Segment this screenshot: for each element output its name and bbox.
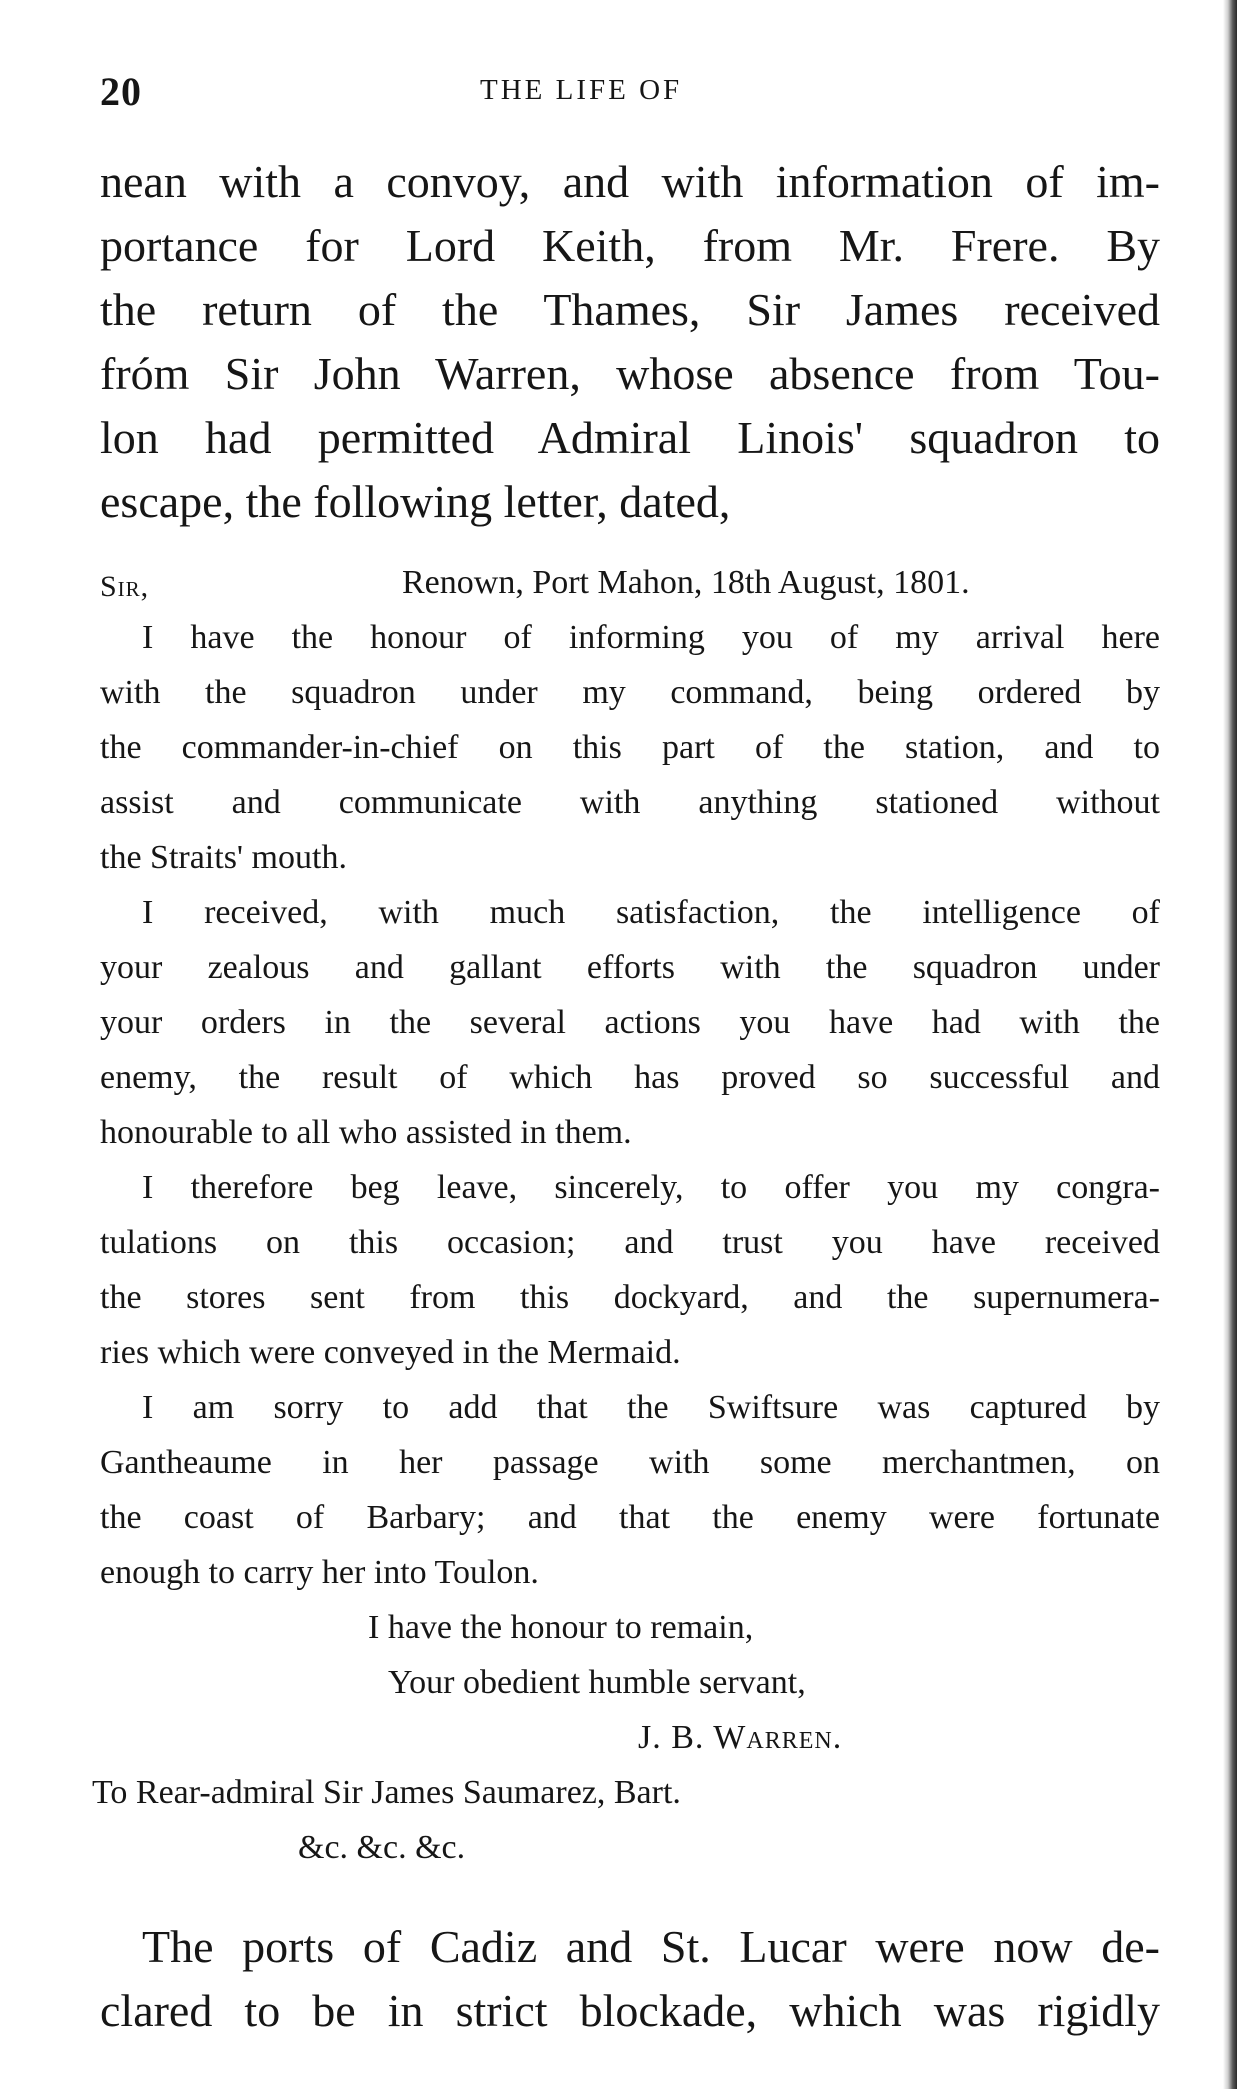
text-line: the stores sent from this dockyard, and the supernumera- bbox=[100, 1279, 1160, 1316]
closing-remain: I have the honour to remain, bbox=[368, 1609, 754, 1646]
closing-line bbox=[100, 1655, 1160, 1710]
signature: J. B. Warren. bbox=[638, 1719, 843, 1756]
page-number: 20 bbox=[100, 69, 142, 114]
text-line: fróm Sir John Warren, whose absence from Tou- bbox=[100, 348, 1160, 399]
addressee-etc: &c. &c. &c. bbox=[298, 1829, 466, 1866]
closing-line bbox=[100, 1600, 1160, 1655]
text-line: the Straits' mouth. bbox=[100, 839, 347, 876]
text-line: I therefore beg leave, sincerely, to offer you my congra- bbox=[142, 1169, 1160, 1206]
final-paragraph bbox=[100, 1915, 1160, 2043]
text-line: with the squadron under my command, being ordered by bbox=[100, 674, 1160, 711]
addressee-etc-line bbox=[100, 1820, 1160, 1875]
text-line: the commander-in-chief on this part of the station, and to bbox=[100, 729, 1160, 766]
text-line: portance for Lord Keith, from Mr. Frere. By bbox=[100, 220, 1160, 271]
text-line: clared to be in strict blockade, which was rigidly bbox=[100, 1985, 1160, 2036]
letter-paragraph bbox=[100, 885, 1160, 1160]
text-line: the return of the Thames, Sir James received bbox=[100, 284, 1160, 335]
text-line: the coast of Barbary; and that the enemy were fortunate bbox=[100, 1499, 1160, 1536]
page-edge-shadow bbox=[1223, 0, 1237, 2089]
signature-line bbox=[100, 1710, 1160, 1765]
closing-servant: Your obedient humble servant, bbox=[388, 1664, 806, 1701]
text-line: escape, the following letter, dated, bbox=[100, 476, 731, 527]
text-line: Gantheaume in her passage with some merchantmen, on bbox=[100, 1444, 1160, 1481]
text-line: I have the honour of informing you of my arrival here bbox=[142, 619, 1160, 656]
text-line: your zealous and gallant efforts with the squadron under bbox=[100, 949, 1160, 986]
running-head bbox=[100, 68, 1160, 118]
text-line: lon had permitted Admiral Linois' squadron to bbox=[100, 412, 1160, 463]
letter-paragraph bbox=[100, 1380, 1160, 1600]
lead-paragraph bbox=[100, 150, 1160, 534]
text-line: I am sorry to add that the Swiftsure was captured by bbox=[142, 1389, 1160, 1426]
letter-paragraph bbox=[100, 1160, 1160, 1380]
letter-heading bbox=[100, 555, 1160, 610]
addressee-line bbox=[92, 1765, 1160, 1820]
text-line: I received, with much satisfaction, the intelligence of bbox=[142, 894, 1160, 931]
text-line: honourable to all who assisted in them. bbox=[100, 1114, 632, 1151]
text-line: enemy, the result of which has proved so successful and bbox=[100, 1059, 1160, 1096]
salutation: Sir, bbox=[100, 570, 150, 603]
text-line: ries which were conveyed in the Mermaid. bbox=[100, 1334, 681, 1371]
addressee: To Rear-admiral Sir James Saumarez, Bart. bbox=[92, 1774, 681, 1811]
text-line: The ports of Cadiz and St. Lucar were now de- bbox=[142, 1921, 1160, 1972]
dateline: Renown, Port Mahon, 18th August, 1801. bbox=[402, 564, 970, 601]
text-line: assist and communicate with anything stationed without bbox=[100, 784, 1160, 821]
text-line: nean with a convoy, and with information of im- bbox=[100, 156, 1160, 207]
text-line: your orders in the several actions you have had with the bbox=[100, 1004, 1160, 1041]
text-line: enough to carry her into Toulon. bbox=[100, 1554, 539, 1591]
running-title: THE LIFE OF bbox=[480, 74, 683, 106]
text-line: tulations on this occasion; and trust you have received bbox=[100, 1224, 1160, 1261]
quoted-letter bbox=[92, 555, 1160, 1875]
letter-paragraph bbox=[100, 610, 1160, 885]
